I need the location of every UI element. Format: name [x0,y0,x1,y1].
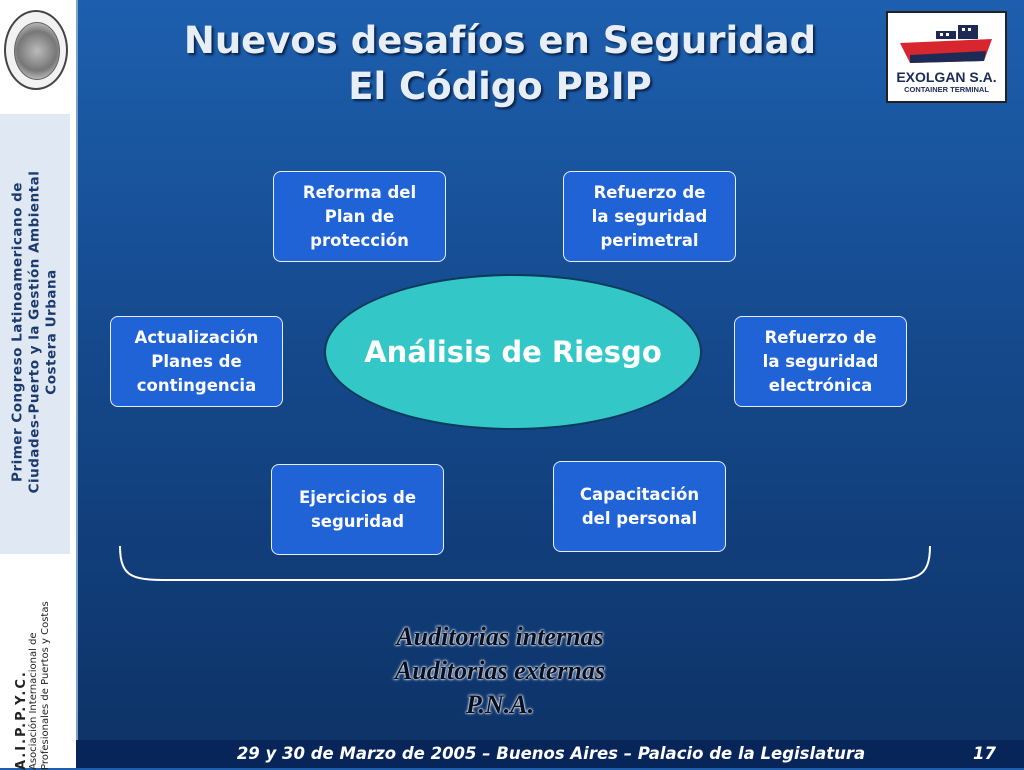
footer-bar [76,740,1024,768]
box-seguridad-electronica: Refuerzo de la seguridad electrónica [734,316,907,407]
university-seal-logo [4,10,68,90]
company-subtitle: CONTAINER TERMINAL [904,85,989,94]
aippyc-logo [16,580,52,770]
congress-title-line1: Primer Congreso Latinoamericano de [9,182,26,482]
company-name: EXOLGAN S.A. [896,69,997,85]
aippyc-name-line1: Asociación Internacional de [28,632,39,770]
box-ejercicios-seguridad: Ejercicios de seguridad [271,464,444,555]
slide-title-line1: Nuevos desafíos en Seguridad [183,19,817,62]
seal-emblem-icon [14,22,60,80]
ship-icon [896,21,998,69]
page-number: 17 [973,744,996,763]
exolgan-logo [886,11,1007,103]
bracket-connector [115,540,935,588]
left-sidebar [0,0,78,768]
aippyc-logo-block [0,560,70,768]
slide-title-line2: El Código PBIP [348,65,652,108]
aippyc-acronym: A.I.P.P.Y.C. [14,670,29,770]
slide-title [130,18,870,110]
audit-pna: P.N.A. [465,690,535,719]
audits-list [300,620,700,722]
footer-event-text: 29 y 30 de Marzo de 2005 – Buenos Aires – Palacio de la Legislatura [236,744,866,763]
aippyc-name-line2: Profesionales de Puertos y Costas [40,601,51,770]
box-reforma-plan: Reforma del Plan de protección [273,171,446,262]
congress-title-line2: Ciudades-Puerto y la Gestión Ambiental [26,170,43,494]
center-ellipse-analisis-riesgo: Análisis de Riesgo [324,274,702,430]
box-capacitacion-personal: Capacitación del personal [553,461,726,552]
congress-title-line3: Costera Urbana [43,269,60,395]
audit-external: Auditorias externas [394,656,606,685]
box-actualizacion-planes: Actualización Planes de contingencia [110,316,283,407]
box-seguridad-perimetral: Refuerzo de la seguridad perimetral [563,171,736,262]
audit-internal: Auditorias internas [396,622,604,651]
congress-title-vertical [10,122,61,542]
